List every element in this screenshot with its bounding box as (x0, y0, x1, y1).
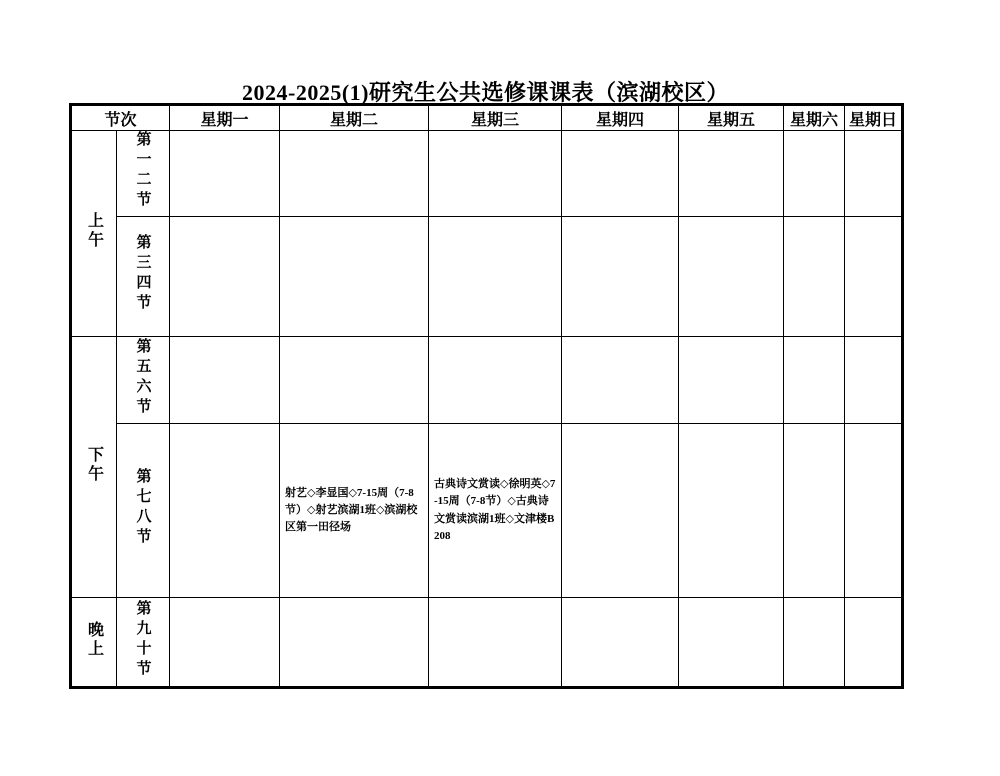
cell-thursday-p12 (562, 131, 679, 217)
period-label-9-10: 第九十节 (134, 599, 151, 680)
cell-tuesday-p56 (280, 337, 429, 424)
period-label-3-4: 第三四节 (134, 234, 151, 314)
cell-sunday-p12 (845, 131, 903, 217)
time-group-afternoon (71, 337, 117, 598)
cell-thursday-p56 (562, 337, 679, 424)
row-period-3-4 (71, 217, 903, 337)
day-header-wednesday: 星期三 (429, 105, 562, 131)
day-header-saturday: 星期六 (784, 105, 845, 131)
cell-sunday-p56 (845, 337, 903, 424)
cell-saturday-p78 (784, 424, 845, 598)
cell-sunday-p910 (845, 598, 903, 688)
period-cell-9-10 (117, 598, 170, 688)
row-period-9-10 (71, 598, 903, 688)
cell-wednesday-p12 (429, 131, 562, 217)
time-group-evening (71, 598, 117, 688)
course-entry-classical-poetry: 古典诗文赏读◇徐明英◇7-15周（7-8节）◇古典诗文赏读滨湖1班◇文津楼B208 (434, 478, 556, 542)
time-group-evening-label: 晚上 (85, 620, 103, 659)
period-cell-7-8 (117, 424, 170, 598)
course-cell-tuesday-p78 (280, 424, 429, 598)
cell-saturday-p56 (784, 337, 845, 424)
row-period-5-6 (71, 337, 903, 424)
page-title: 2024-2025(1)研究生公共选修课课表（滨湖校区） (242, 80, 729, 105)
cell-friday-p34 (679, 217, 784, 337)
cell-wednesday-p56 (429, 337, 562, 424)
cell-saturday-p34 (784, 217, 845, 337)
cell-saturday-p910 (784, 598, 845, 688)
day-header-tuesday: 星期二 (280, 105, 429, 131)
cell-thursday-p34 (562, 217, 679, 337)
cell-sunday-p78 (845, 424, 903, 598)
period-label-5-6: 第五六节 (134, 337, 151, 418)
period-cell-5-6 (117, 337, 170, 424)
corner-header-periods: 节次 (71, 105, 170, 131)
row-period-7-8 (71, 424, 903, 598)
cell-friday-p56 (679, 337, 784, 424)
cell-friday-p12 (679, 131, 784, 217)
header-row (71, 105, 903, 131)
period-cell-3-4 (117, 217, 170, 337)
day-header-monday: 星期一 (170, 105, 280, 131)
cell-thursday-p910 (562, 598, 679, 688)
cell-wednesday-p34 (429, 217, 562, 337)
cell-friday-p78 (679, 424, 784, 598)
course-entry-archery: 射艺◇李显国◇7-15周（7-8节）◇射艺滨湖1班◇滨湖校区第一田径场 (285, 486, 418, 534)
period-label-1-2: 第一二节 (134, 131, 151, 211)
cell-monday-p78 (170, 424, 280, 598)
cell-wednesday-p910 (429, 598, 562, 688)
time-group-morning-label: 上午 (85, 212, 103, 250)
day-header-sunday: 星期日 (845, 105, 903, 131)
cell-monday-p56 (170, 337, 280, 424)
cell-monday-p34 (170, 217, 280, 337)
cell-friday-p910 (679, 598, 784, 688)
course-cell-wednesday-p78 (429, 424, 562, 598)
cell-thursday-p78 (562, 424, 679, 598)
period-cell-1-2 (117, 131, 170, 217)
period-label-7-8: 第七八节 (134, 468, 151, 548)
day-header-friday: 星期五 (679, 105, 784, 131)
cell-sunday-p34 (845, 217, 903, 337)
cell-tuesday-p34 (280, 217, 429, 337)
cell-tuesday-p910 (280, 598, 429, 688)
time-group-afternoon-label: 下午 (85, 445, 103, 484)
cell-monday-p12 (170, 131, 280, 217)
day-header-thursday: 星期四 (562, 105, 679, 131)
cell-tuesday-p12 (280, 131, 429, 217)
row-period-1-2 (71, 131, 903, 217)
cell-monday-p910 (170, 598, 280, 688)
schedule-table (69, 103, 904, 689)
time-group-morning (71, 131, 117, 337)
cell-saturday-p12 (784, 131, 845, 217)
